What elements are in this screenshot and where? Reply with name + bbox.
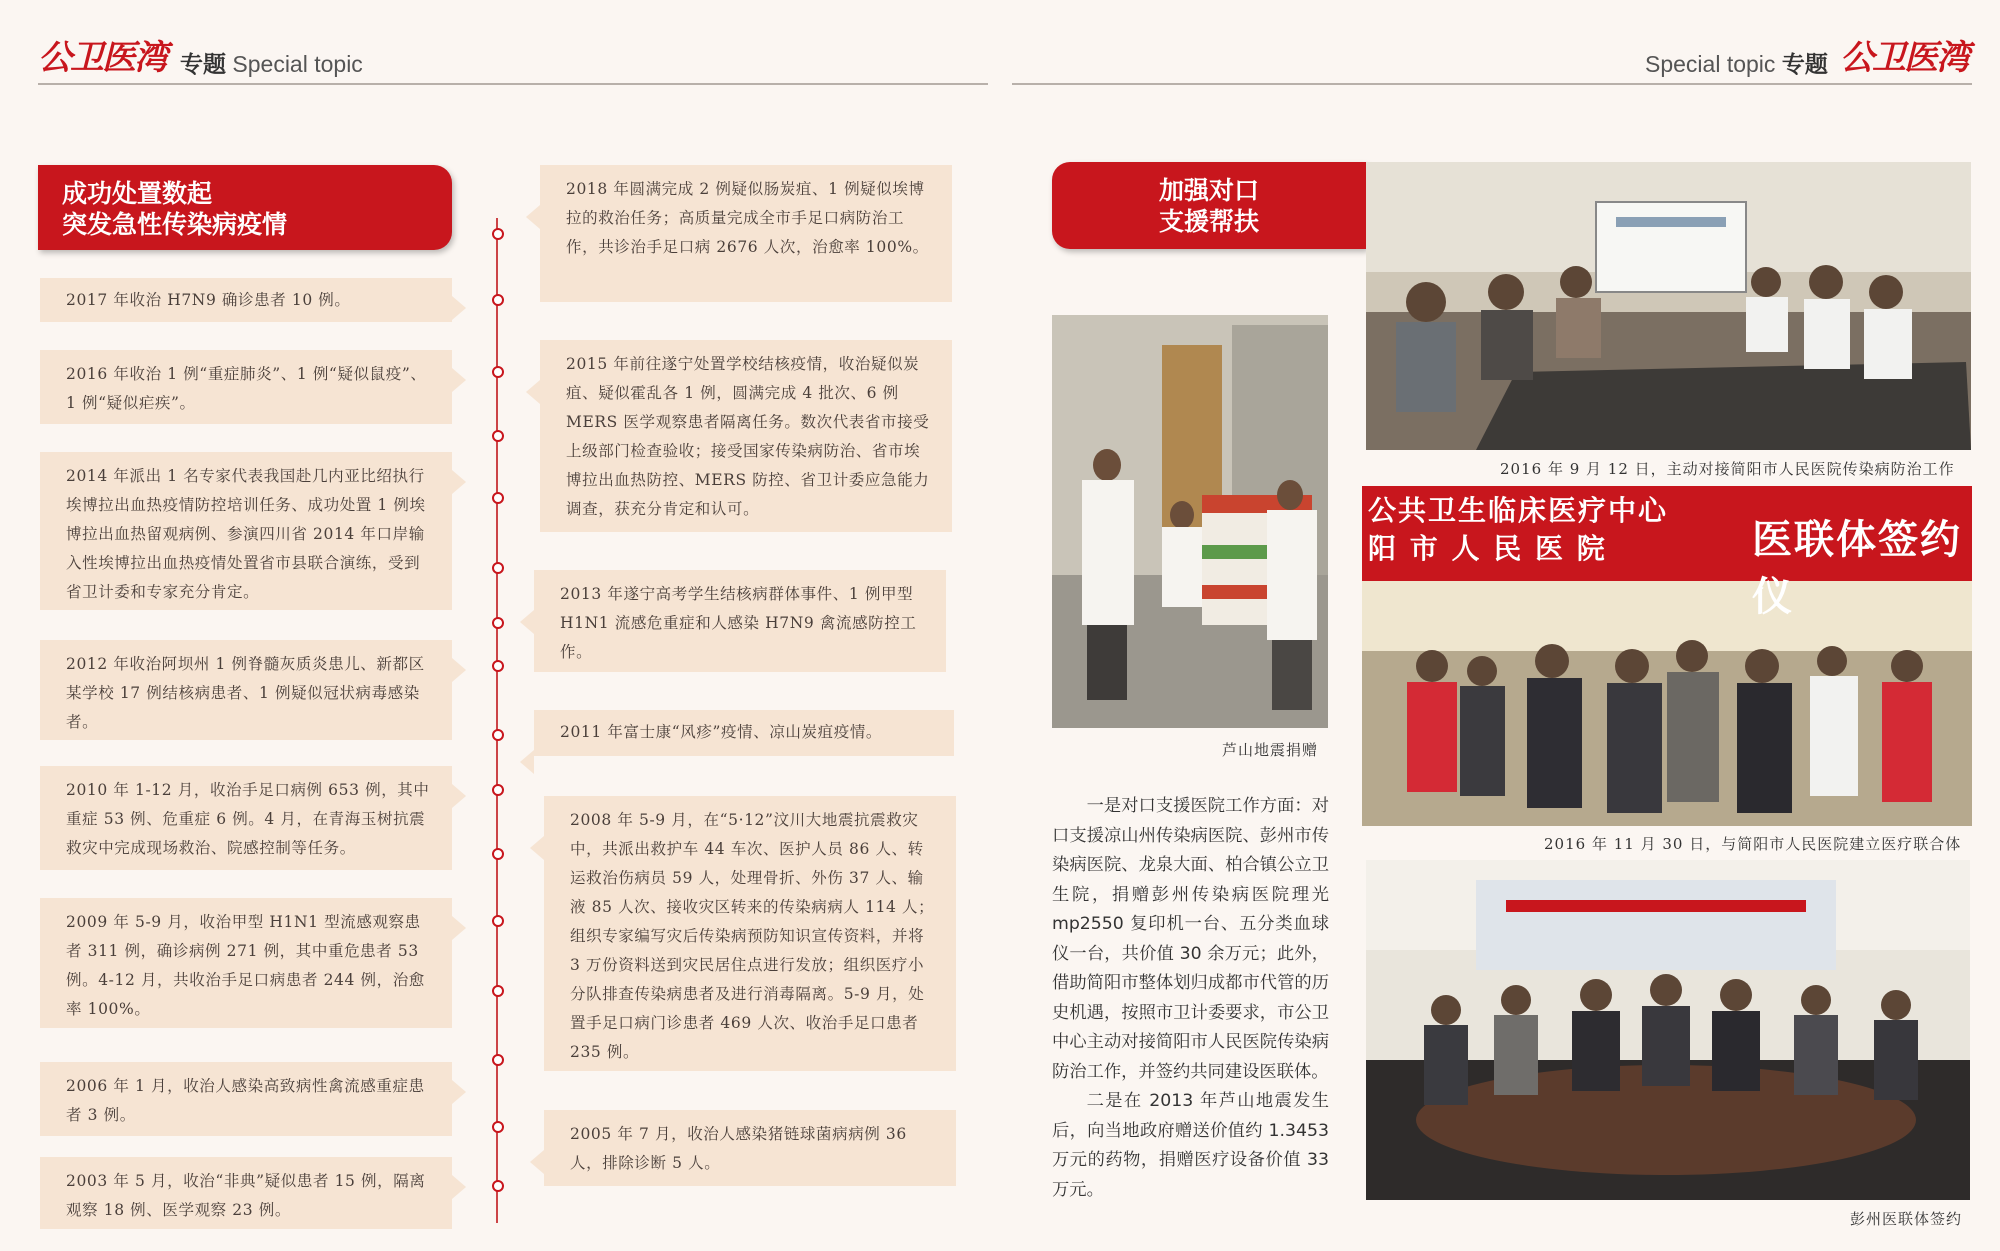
header-topic-right — [1645, 46, 1828, 79]
timeline-dot — [492, 729, 504, 741]
timeline-entry-2016: 2016 年收治 1 例“重症肺炎”、1 例“疑似鼠疫”、1 例“疑似疟疾”。 — [40, 350, 452, 424]
paragraph: 二是在 2013 年芦山地震发生后，向当地政府赠送价值约 1.3453 万元的药物，捐赠医疗设备价值 33 万元。 — [1052, 1091, 1329, 1200]
logo-right: 公卫医湾 — [1840, 38, 1968, 78]
timeline-dot — [492, 1054, 504, 1066]
banner-line: 阳 市 人 民 医 院 — [1368, 532, 1607, 565]
timeline-entry-2006: 2006 年 1 月，收治人感染高致病性禽流感重症患者 3 例。 — [40, 1062, 452, 1136]
caption-signing-pengzhou: 彭州医联体签约 — [1850, 1210, 1963, 1228]
timeline-dot — [492, 915, 504, 927]
timeline-dot — [492, 784, 504, 796]
photo-meeting-jianyang — [1366, 162, 1971, 450]
title-line: 成功处置数起 — [62, 179, 213, 208]
timeline-dot — [492, 294, 504, 306]
timeline-entry-2013: 2013 年遂宁高考学生结核病群体事件、1 例甲型 H1N1 流感危重症和人感染 H7N9 禽流感防控工作。 — [534, 570, 946, 672]
photo-signing-pengzhou — [1366, 860, 1970, 1200]
timeline-dot — [492, 617, 504, 629]
timeline-entry-2012: 2012 年收治阿坝州 1 例脊髓灰质炎患儿、新都区某学校 17 例结核病患者、1 例疑似冠状病毒感染者。 — [40, 640, 452, 740]
banner-text-right: 医联体签约仪 — [1752, 517, 1962, 620]
timeline-dot — [492, 848, 504, 860]
timeline-entry-2003: 2003 年 5 月，收治“非典”疑似患者 15 例，隔离观察 18 例、医学观察 23 例。 — [40, 1157, 452, 1229]
support-body-text — [1052, 792, 1329, 1205]
caption-signing-jianyang: 2016 年 11 月 30 日，与简阳市人民医院建立医疗联合体 — [1544, 835, 1962, 853]
timeline-entry-2008: 2008 年 5-9 月，在“5·12”汶川大地震抗震救灾中，共派出救护车 44 车次、医护人员 86 人、转运救治伤病员 59 人，处理骨折、外伤 37 人、输液 85 人次、接收灾区转来的传染病病人 114 人；组织专家编写灾后传染病预防知识宣传资料，并将 3 万份资料送到灾民居住点进行发放；组织医疗小分队排查传染病患者及进行消毒隔离。5-9 月，处置手足口病门诊患者 469 人次、收治手足口患者 235 例。 — [544, 796, 956, 1071]
header-rule-right — [1012, 83, 1972, 85]
timeline-entry-2018: 2018 年圆满完成 2 例疑似肠炭疽、1 例疑似埃博拉的救治任务；高质量完成全市手足口病防治工作，共诊治手足口病 2676 人次，治愈率 100%。 — [540, 165, 952, 302]
section-title-support — [1052, 162, 1366, 249]
timeline-dot — [492, 430, 504, 442]
caption-meeting-jianyang: 2016 年 9 月 12 日，主动对接简阳市人民医院传染病防治工作 — [1500, 460, 1955, 478]
topic-en: Special topic — [232, 51, 363, 77]
header-rule-left — [38, 83, 988, 85]
paragraph: 一是对口支援医院工作方面：对口支援凉山州传染病医院、彭州市传染病医院、龙泉大面、柏合镇公立卫生院，捐赠彭州传染病医院理光 mp2550 复印机一台、五分类血球仪一台，共价值 30 余万元；此外，借助简阳市整体划归成都市代管的历史机遇，按照市卫计委要求，市公卫中心主动对接简阳市人民医院传染病防治工作，并签约共同建设医联体。 — [1052, 796, 1329, 1082]
timeline-entry-2010: 2010 年 1-12 月，收治手足口病例 653 例，其中重症 53 例、危重症 6 例。4 月，在青海玉树抗震救灾中完成现场救治、院感控制等任务。 — [40, 766, 452, 870]
topic-cn: 专题 — [1781, 51, 1828, 77]
title-line: 突发急性传染病疫情 — [62, 210, 288, 239]
timeline-entry-2009: 2009 年 5-9 月，收治甲型 H1N1 型流感观察患者 311 例，确诊病例 271 例，其中重危患者 53 例。4-12 月，共收治手足口病患者 244 例，治愈率 100%。 — [40, 898, 452, 1028]
header-topic-left — [180, 46, 363, 79]
timeline-entry-2017: 2017 年收治 H7N9 确诊患者 10 例。 — [40, 278, 452, 322]
banner-line: 公共卫生临床医疗中心 — [1368, 494, 1669, 527]
section-title-outbreaks — [38, 165, 452, 250]
title-line: 支援帮扶 — [1158, 207, 1259, 236]
photo-signing-jianyang — [1362, 486, 1972, 826]
timeline-dot — [492, 1180, 504, 1192]
photo-lushan-donation — [1052, 315, 1328, 728]
timeline-dot — [492, 1121, 504, 1133]
caption-lushan-donation: 芦山地震捐赠 — [1222, 741, 1319, 759]
timeline-dot — [492, 366, 504, 378]
timeline-entry-2015: 2015 年前往遂宁处置学校结核疫情，收治疑似炭疽、疑似霍乱各 1 例，圆满完成 4 批次、6 例 MERS 医学观察患者隔离任务。数次代表省市接受上级部门检查验收；接受国家传染病防治、省市埃博拉出血热防控、MERS 防控、省卫计委应急能力调查，获充分肯定和认可。 — [540, 340, 952, 532]
timeline-dot — [492, 492, 504, 504]
timeline-dot — [492, 228, 504, 240]
logo-left: 公卫医湾 — [38, 38, 166, 78]
timeline-entry-2011: 2011 年富士康“风疹”疫情、凉山炭疽疫情。 — [534, 710, 954, 756]
timeline-dot — [492, 660, 504, 672]
topic-cn: 专题 — [180, 51, 226, 77]
topic-en: Special topic — [1645, 51, 1776, 77]
timeline-entry-2005: 2005 年 7 月，收治人感染猪链球菌病病例 36 人，排除诊断 5 人。 — [544, 1110, 956, 1186]
timeline-entry-2014: 2014 年派出 1 名专家代表我国赴几内亚比绍执行埃博拉出血热疫情防控培训任务、成功处置 1 例埃博拉出血热留观病例、参演四川省 2014 年口岸输入性埃博拉出血热疫情处置省市县联合演练，受到省卫计委和专家充分肯定。 — [40, 452, 452, 610]
banner-text-left — [1368, 492, 1668, 568]
title-line: 加强对口 — [1158, 176, 1259, 205]
timeline-dot — [492, 985, 504, 997]
timeline-dot — [492, 562, 504, 574]
